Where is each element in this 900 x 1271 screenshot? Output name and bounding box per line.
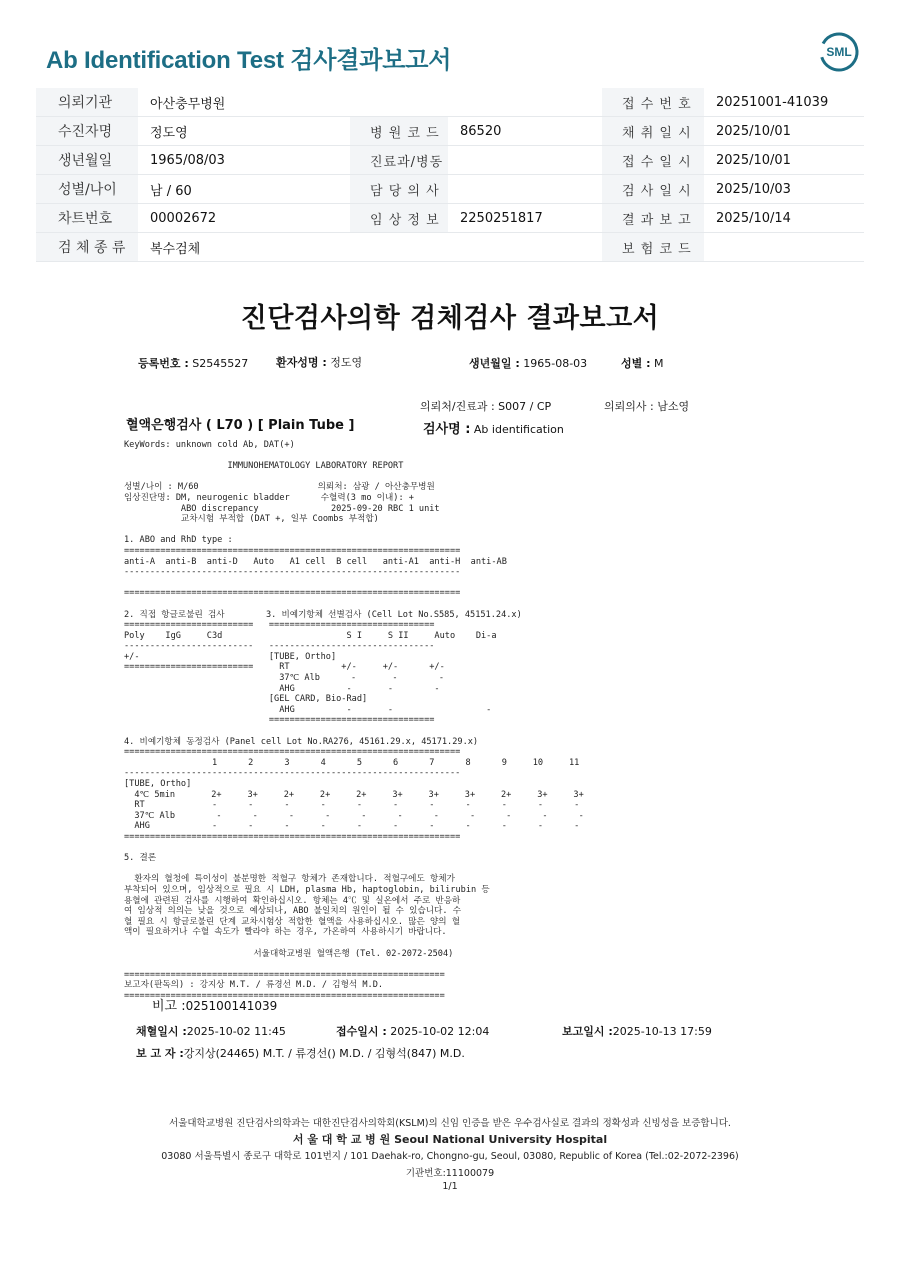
info-label: 채 취 일 시: [602, 117, 704, 146]
report-line: AHG - - -: [124, 704, 492, 715]
info-value: 2025/10/03: [704, 175, 864, 204]
info-label: 차트번호: [36, 204, 138, 233]
info-row: [36, 117, 864, 146]
report-line: -----------------------------------------------------------------: [124, 768, 461, 779]
info-value: 20251001-41039: [704, 88, 864, 117]
report-line: [TUBE, Ortho]: [124, 779, 192, 789]
patient-info-table: [36, 88, 864, 262]
info-label: 임 상 정 보: [350, 204, 448, 233]
report-line: ==============================================================: [124, 969, 445, 980]
info-label: 검 체 종 류: [36, 233, 138, 262]
info-value: 남 / 60: [138, 175, 350, 204]
info-value: [448, 88, 602, 117]
hospital-name: 서 울 대 학 교 병 원 Seoul National University Hospital: [292, 1133, 608, 1146]
info-label: 담 당 의 사: [350, 175, 448, 204]
reporter: 보 고 자 :강지상(24465) M.T. / 류경선() M.D. / 김형석(847) M.D.: [136, 1047, 465, 1060]
report-line: +/- [TUBE, Ortho]: [124, 651, 337, 662]
report-line: RT - - - - - - - - - - -: [124, 800, 580, 811]
info-value: [448, 146, 602, 175]
info-label: 보 험 코 드: [602, 233, 704, 262]
report-line: 환자의 혈청에 특이성이 불분명한 적혈구 항체가 존재합니다. 적혈구에도 항체가: [124, 874, 455, 885]
logo-text: SML: [826, 45, 852, 59]
report-line: [124, 938, 584, 949]
report-line: 용혈에 관련된 검사를 시행하여 확인하십시오. 항체는 4℃ 및 실온에서 주로 반응하: [124, 895, 461, 906]
report-line: =================================================================: [124, 545, 461, 556]
info-label: 성별/나이: [36, 175, 138, 204]
report-line: [124, 451, 584, 462]
info-value: 1965/08/03: [138, 146, 350, 175]
report-line: [124, 599, 584, 610]
report-line: [124, 525, 584, 536]
report-line: 보고자(판독의) : 강지상 M.T. / 류경선 M.D. / 김형석 M.D.: [124, 980, 384, 991]
institution-number: 기관번호:11100079: [405, 1168, 495, 1179]
report-line: 37℃ Alb - - -: [124, 673, 445, 684]
report-line: ------------------------- --------------------------------: [124, 641, 435, 652]
report-line: -----------------------------------------------------------------: [124, 567, 461, 578]
report-line: 5. 결론: [124, 853, 157, 864]
report-line: ==============================================================: [124, 990, 445, 1001]
info-label: [350, 233, 448, 262]
report-line: KeyWords: unknown cold Ab, DAT(+): [124, 440, 295, 450]
report-line: anti-A anti-B anti-D Auto A1 cell B cell anti-A1 anti-H anti-AB: [124, 556, 507, 567]
info-value: 2250251817: [448, 204, 602, 233]
certification-note: 서울대학교병원 진단검사의학과는 대한진단검사의학회(KSLM)의 신임 인증을 받은 우수검사실로 결과의 정확성과 신빙성을 보증합니다.: [169, 1118, 731, 1129]
info-label: 진료과/병동: [350, 146, 448, 175]
report-line: 성별/나이 : M/60 의뢰처: 삼광 / 아산충무병원: [124, 482, 435, 493]
registration-number: 등록번호 : S2545527: [138, 357, 249, 370]
report-line: =================================================================: [124, 747, 461, 758]
info-value: 2025/10/14: [704, 204, 864, 233]
report-line: [GEL CARD, Bio-Rad]: [124, 694, 368, 705]
info-label: 접 수 일 시: [602, 146, 704, 175]
report-line: 4℃ 5min 2+ 3+ 2+ 2+ 2+ 3+ 3+ 3+ 2+ 3+ 3+: [124, 789, 584, 800]
report-line: 임상진단명: DM, neurogenic bladder 수혈력(3 mo 이내): +: [124, 492, 414, 503]
report-line: [124, 864, 584, 875]
report-title: 진단검사의학 검체검사 결과보고서: [240, 303, 660, 334]
info-label: 수진자명: [36, 117, 138, 146]
report-line: [124, 578, 584, 589]
test-group: 혈액은행검사 ( L70 ) [ Plain Tube ]: [126, 418, 355, 433]
receipt-datetime: 접수일시 : 2025-10-02 12:04: [336, 1025, 490, 1038]
info-label: 병 원 코 드: [350, 117, 448, 146]
info-value: [448, 175, 602, 204]
info-value: 정도영: [138, 117, 350, 146]
report-line: ========================= RT +/- +/- +/-: [124, 662, 445, 673]
info-value: 2025/10/01: [704, 117, 864, 146]
page-number: 1/1: [442, 1181, 458, 1192]
ordering-doctor: 의뢰의사 : 남소영: [604, 400, 690, 413]
report-line: Poly IgG C3d S I S II Auto Di-a: [124, 630, 497, 641]
collection-datetime: 채혈일시 :2025-10-02 11:45: [136, 1025, 286, 1038]
info-value: [448, 233, 602, 262]
report-line: AHG - - - - - - - - - - -: [124, 821, 580, 832]
report-line: [124, 843, 584, 854]
info-label: 생년월일: [36, 146, 138, 175]
report-line: ========================= ================================: [124, 620, 435, 631]
sml-logo: [818, 30, 860, 74]
report-line: [124, 959, 584, 970]
info-value: 00002672: [138, 204, 350, 233]
report-line: 여 임상적 의의는 낮을 것으로 예상되나, ABO 불일치의 원인이 될 수 있습니다. 수: [124, 906, 462, 917]
report-line: ABO discrepancy 2025-09-20 RBC 1 unit: [124, 503, 440, 514]
department: 의뢰처/진료과 : S007 / CP: [420, 400, 552, 413]
immunohematology-report-body: [124, 440, 584, 1001]
info-label: 의뢰기관: [36, 88, 138, 117]
report-line: [124, 472, 584, 483]
info-row: [36, 233, 864, 262]
info-row: [36, 88, 864, 117]
report-line: 1. ABO and RhD type :: [124, 535, 233, 546]
report-line: 1 2 3 4 5 6 7 8 9 10 11: [124, 757, 580, 768]
report-line: 부착되어 있으며, 임상적으로 필요 시 LDH, plasma Hb, haptoglobin, bilirubin 등: [124, 884, 490, 895]
report-line: 혈 필요 시 항글로불린 단계 교차시험상 적합한 혈액을 사용하십시오. 많은 양의 혈: [124, 916, 461, 927]
test-name: 검사명 : Ab identification: [423, 422, 564, 437]
info-row: [36, 146, 864, 175]
info-value: 86520: [448, 117, 602, 146]
report-line: 4. 비예기항체 동정검사 (Panel cell Lot No.RA276, 45161.29.x, 45171.29.x): [124, 736, 479, 747]
report-line: 교차시험 부적합 (DAT +, 일부 Coombs 부적합): [124, 514, 379, 525]
report-line: =================================================================: [124, 588, 461, 599]
birth-date: 생년월일 : 1965-08-03: [469, 357, 588, 370]
info-row: [36, 204, 864, 233]
info-label: 접 수 번 호: [602, 88, 704, 117]
hospital-address: 03080 서울특별시 종로구 대학로 101번지 / 101 Daehak-ro, Chongno-gu, Seoul, 03080, Republic of Korea (Tel.:02-2072-2396): [161, 1151, 739, 1162]
report-datetime: 보고일시 :2025-10-13 17:59: [562, 1025, 712, 1038]
remarks: 비고 :025100141039: [152, 999, 278, 1014]
report-line: 37℃ Alb - - - - - - - - - - -: [124, 810, 584, 821]
sex: 성별 : M: [621, 357, 664, 370]
info-row: [36, 175, 864, 204]
report-line: IMMUNOHEMATOLOGY LABORATORY REPORT: [124, 461, 404, 472]
page-title: Ab Identification Test 검사결과보고서: [46, 47, 452, 74]
report-line: AHG - - -: [124, 683, 440, 694]
info-label: [350, 88, 448, 117]
report-line: ================================: [124, 715, 435, 726]
report-line: 액이 필요하거나 수혈 속도가 빨라야 하는 경우, 가온하여 사용하시기 바랍니다.: [124, 927, 447, 938]
report-line: =================================================================: [124, 831, 461, 842]
info-label: 결 과 보 고: [602, 204, 704, 233]
info-value: 아산충무병원: [138, 88, 350, 117]
info-value: 2025/10/01: [704, 146, 864, 175]
info-value: 복수검체: [138, 233, 350, 262]
info-value: [704, 233, 864, 262]
report-line: 2. 직접 항글로불린 검사 3. 비예기항체 선별검사 (Cell Lot No.S585, 45151.24.x): [124, 609, 522, 620]
patient-name: 환자성명 : 정도영: [276, 356, 363, 369]
info-label: 검 사 일 시: [602, 175, 704, 204]
report-line: 서울대학교병원 혈액은행 (Tel. 02-2072-2504): [124, 948, 454, 959]
report-line: [124, 726, 584, 737]
